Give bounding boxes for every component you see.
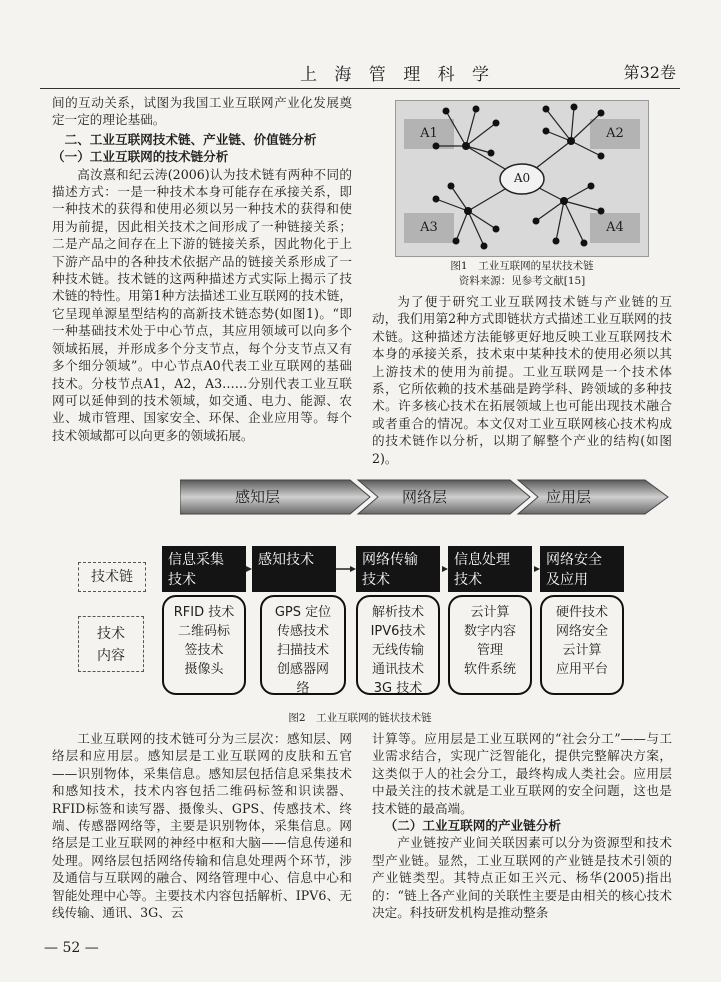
tech-chain-box: 信息采集 技术	[162, 546, 246, 592]
tech-content-box: 云计算 数字内容 管理 软件系统	[448, 595, 532, 695]
stage-perception: 感知层	[235, 488, 281, 506]
node-a3: A3	[404, 213, 454, 243]
tech-content-box: 硬件技术 网络安全 云计算 应用平台	[540, 595, 624, 695]
running-header	[40, 58, 680, 89]
stage-application: 应用层	[546, 488, 592, 506]
page-number: — 52 —	[44, 940, 99, 956]
star-tech-chain-figure	[395, 100, 649, 257]
figure1-source: 资料来源：见参考文献[15]	[458, 275, 586, 287]
tech-content-box: GPS 定位 传感技术 扫描技术 创感器网 络	[260, 595, 346, 695]
right-column-top	[372, 293, 672, 467]
tech-chain-box: 网络传输 技术	[356, 546, 440, 592]
paragraph: 工业互联网的技术链可分为三层次：感知层、网络层和应用层。感知层是工业互联网的皮肤和五官——识别物体，采集信息。感知层包括信息采集技术和感知技术，技术内容包括二维码标签和识读器、RFID标签和读写器、摄像头、GPS、传感技术、终端、传感器网络等，主要是识别物体，采集信息。网络层是工业互联网的神经中枢和大脑——信息传递和处理。网络层包括网络传输和信息处理两个环节，涉及通信与互联网的融合、网络管理中心、信息中心和智能处理中心等。主要技术内容包括解析、IPV6、无线传输、通讯、3G、云	[52, 731, 352, 921]
figure1-caption: 图1 工业互联网的星状技术链	[450, 260, 594, 272]
node-a1: A1	[404, 119, 454, 149]
subsection-heading: （一）工业互联网的技术链分析	[52, 149, 229, 165]
volume-label: 第32卷	[623, 63, 676, 82]
subsection-heading: （二）工业互联网的产业链分析	[384, 818, 561, 834]
stage-network: 网络层	[402, 488, 448, 506]
figure2-caption: 图2 工业互联网的链状技术链	[288, 712, 432, 724]
journal-title: 上 海 管 理 科 学	[300, 65, 496, 85]
chain-tech-chain-figure	[50, 476, 670, 706]
paragraph: 为了便于研究工业互联网技术链与产业链的互动，我们用第2种方式即链状方式描述工业互联网的技术链。这种描述方法能够更好地反映工业互联网技术本身的承接关系，技术束中某种技术的使用必须以其上游技术的使用为前提。工业互联网是一个技术体系，它所依赖的技术基础是跨学科、跨领域的多种技术。许多核心技术在拓展领域上也可能出现技术融合或者重合的情况。本文仅对工业互联网核心技术构成的技术链作以分析，以期了解整个产业的结构(如图2)。	[372, 294, 672, 466]
tech-chain-box: 感知技术	[252, 546, 336, 592]
node-a0: A0	[513, 171, 531, 185]
row-label-tech-content: 技术 内容	[78, 616, 144, 672]
node-a2: A2	[590, 119, 640, 149]
section-heading: 二、工业互联网技术链、产业链、价值链分析	[64, 131, 317, 147]
tech-content-box: 解析技术 IPV6技术 无线传输 通讯技术 3G 技术	[356, 595, 440, 695]
right-column-bottom	[372, 730, 672, 921]
tech-chain-box: 信息处理 技术	[448, 546, 532, 592]
paragraph: 间的互动关系，试图为我国工业互联网产业化发展奠定一定的理论基础。	[52, 95, 352, 128]
paragraph: 产业链按产业间关联因素可以分为资源型和技术型产业链。显然，工业互联网的产业链是技术引领的产业链类型。其特点正如王兴元、杨华(2005)指出的：“链上各产业间的关联性主要是由相关的核心技术决定。科技研发机构是推动整条	[372, 835, 672, 921]
tech-chain-box: 网络安全 及应用	[540, 546, 624, 592]
paragraph: 高汝熹和纪云涛(2006)认为技术链有两种不同的描述方式：一是一种技术本身可能存在承接关系，即一种技术的获得和使用必须以另一种技术的获得和使用为前提，因此相关技术之间形成了一种链接关系；二是产品之间存在上下游的链接关系，因此物化于上下游产品中的各种技术依据产品的链接关系形成了一种技术链。技术链的这两种描述方式实际上揭示了技术链的特性。用第1种方法描述工业互联网的技术链，它呈现单源星型结构的高新技术链态势(如图1)。“即一种基础技术处于中心节点，其应用领域可以向多个领域拓展，并形成多个分支节点，每个分支节点又有多个细分领域”。中心节点A0代表工业互联网的基础技术。分枝节点A1，A2，A3……分别代表工业互联网可以延伸到的技术领域，如交通、电力、能源、农业、城市管理、国家安全、环保、企业应用等。每个技术领域都可以向更多的领域拓展。	[52, 166, 352, 443]
left-column-top	[52, 94, 352, 444]
tech-content-box: RFID 技术 二维码标 签技术 摄像头	[162, 595, 246, 695]
row-label-tech-chain: 技术链	[78, 562, 146, 592]
paragraph: 计算等。应用层是工业互联网的“社会分工”——与工业需求结合，实现广泛智能化，提供完整解决方案，这类似于人的社会分工，最终构成人类社会。应用层中最关注的技术就是工业互联网的安全问题，这也是技术链的最高端。	[372, 731, 672, 816]
left-column-bottom	[52, 730, 352, 921]
node-a4: A4	[590, 213, 640, 243]
